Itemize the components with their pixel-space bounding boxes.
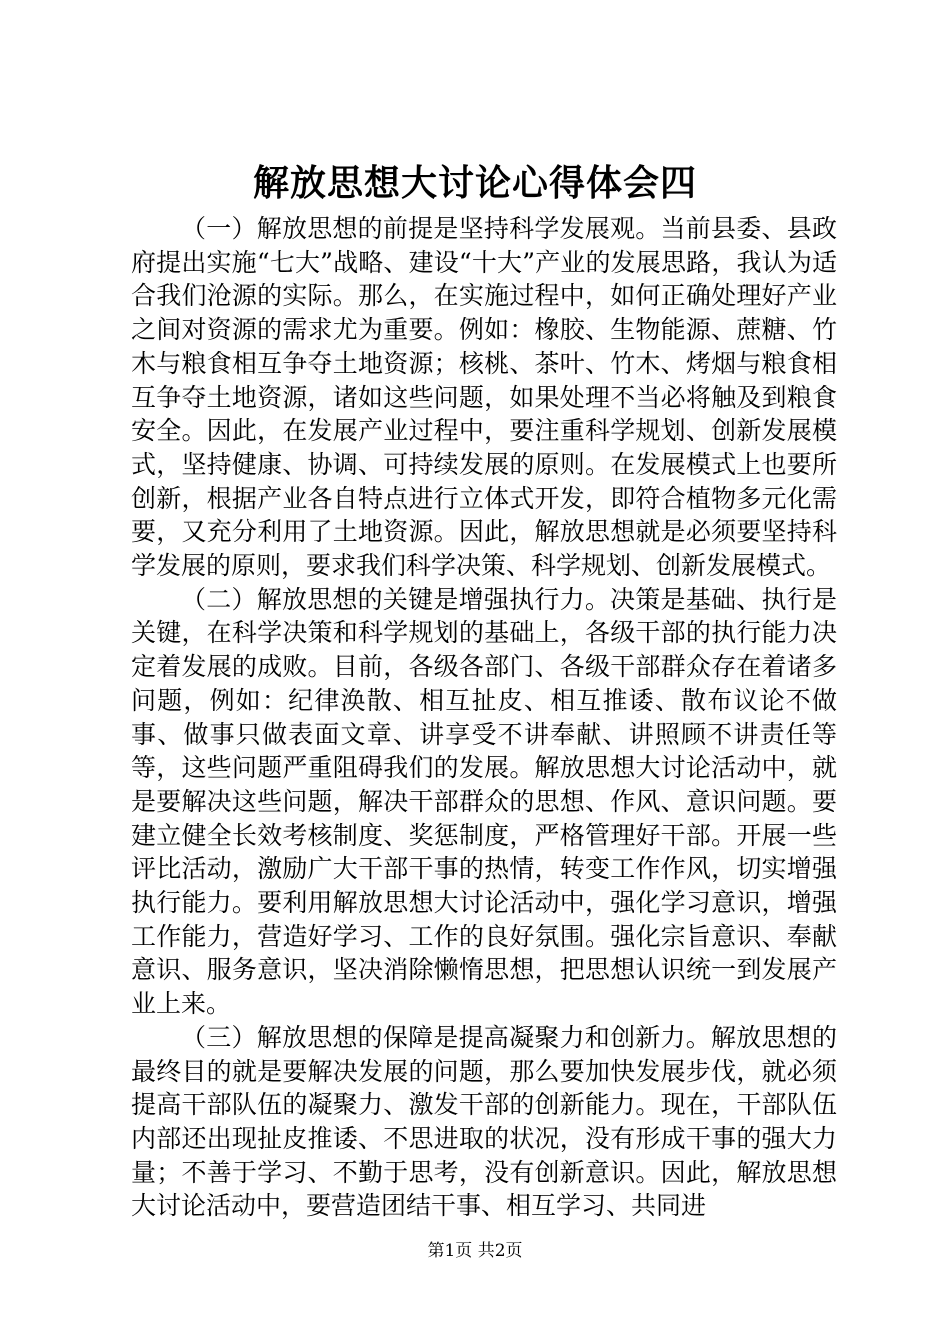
paragraph-3: （三）解放思想的保障是提高凝聚力和创新力。解放思想的最终目的就是要解决发展的问题，那么要加快发展步伐，就必须提高干部队伍的凝聚力、激发干部的创新能力。现在，干部队伍内部还出现扯皮推诿、不思进取的状况，没有形成干事的强大力量；不善于学习、不勤于思考，没有创新意识。因此，解放思想大讨论活动中，要营造团结干事、相互学习、共同进: [131, 1022, 837, 1221]
page-footer: 第1页 共2页: [427, 1241, 523, 1261]
paragraph-2: （二）解放思想的关键是增强执行力。决策是基础、执行是关键，在科学决策和科学规划的基础上，各级干部的执行能力决定着发展的成败。目前，各级各部门、各级干部群众存在着诸多问题，例如：纪律涣散、相互扯皮、相互推诿、散布议论不做事、做事只做表面文章、讲享受不讲奉献、讲照顾不讲责任等等，这些问题严重阻碍我们的发展。解放思想大讨论活动中，就是要解决这些问题，解决干部群众的思想、作风、意识问题。要建立健全长效考核制度、奖惩制度，严格管理好干部。开展一些评比活动，激励广大干部干事的热情，转变工作作风，切实增强执行能力。要利用解放思想大讨论活动中，强化学习意识，增强工作能力，营造好学习、工作的良好氛围。强化宗旨意识、奉献意识、服务意识，坚决消除懒惰思想，把思想认识统一到发展产业上来。: [131, 584, 837, 1019]
paragraph-1: （一）解放思想的前提是坚持科学发展观。当前县委、县政府提出实施“七大”战略、建设“十大”产业的发展思路，我认为适合我们沧源的实际。那么，在实施过程中，如何正确处理好产业之间对资源的需求尤为重要。例如：橡胶、生物能源、蔗糖、竹木与粮食相互争夺土地资源；核桃、茶叶、竹木、烤烟与粮食相互争夺土地资源，诸如这些问题，如果处理不当必将触及到粮食安全。因此，在发展产业过程中，要注重科学规划、创新发展模式，坚持健康、协调、可持续发展的原则。在发展模式上也要所创新，根据产业各自特点进行立体式开发，即符合植物多元化需要，又充分利用了土地资源。因此，解放思想就是必须要坚持科学发展的原则，要求我们科学决策、科学规划、创新发展模式。: [131, 214, 837, 581]
document-title: 解放思想大讨论心得体会四: [252, 162, 697, 204]
document-body: [131, 212, 837, 1223]
